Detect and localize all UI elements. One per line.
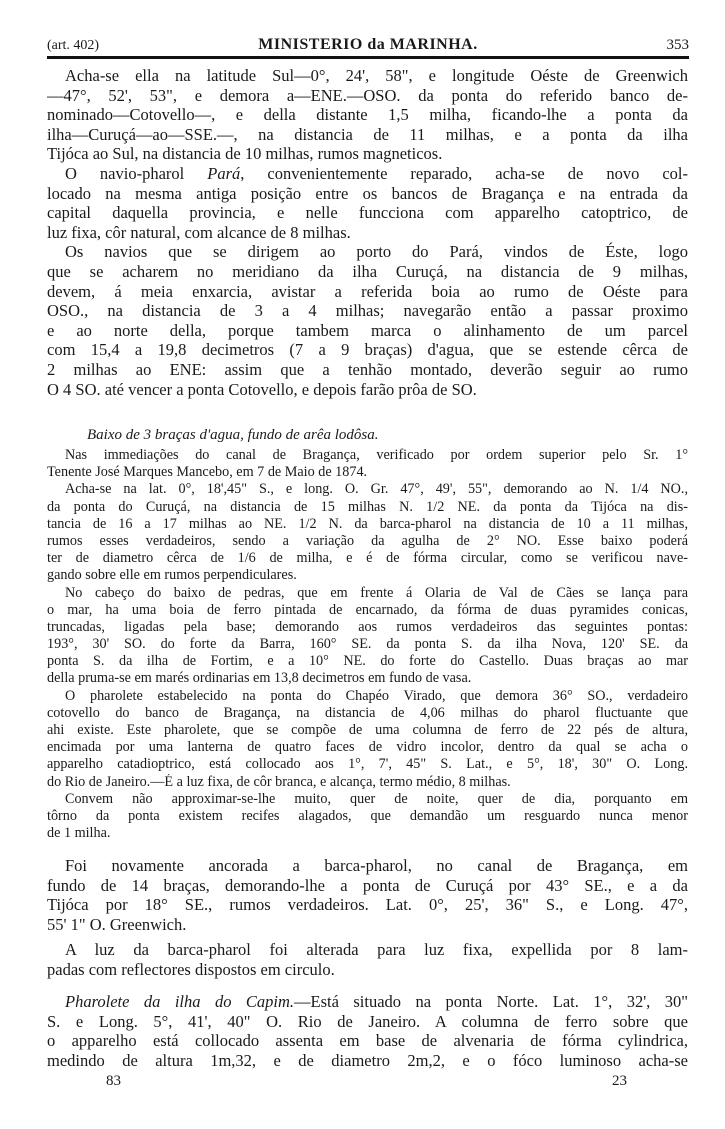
text-line: O 4 SO. até vencer a ponta Cotovello, e depois farão prôa de SO. <box>47 379 477 399</box>
text-segment: —Está situado na ponta Norte. Lat. 1°, 32', 30" <box>294 992 688 1011</box>
text-line: ilha—Curuçá—ao—SSE.—, na distancia de 11 milhas, e a ponta da ilha <box>47 124 688 144</box>
text-line: apparelho catadioptrico, está collocado aos 1°, 7', 45" S. Lat., e 5°, 18', 30" O. Long. <box>47 756 688 773</box>
paragraph <box>47 940 688 979</box>
paragraph <box>47 688 688 791</box>
text-line: encimada por uma lanterna de quatro faces de vidro incolor, dentro da qual se acha o <box>47 739 688 756</box>
text-line <box>47 992 688 1012</box>
paragraph <box>47 447 688 481</box>
text-segment: O navio-pharol <box>65 163 208 183</box>
text-line: 55' 1" O. Greenwich. <box>47 914 187 934</box>
text-line: que se acharem no meridiano da ilha Curuçá, na distancia de 9 milhas, <box>47 261 688 281</box>
text-line: O pharolete estabelecido na ponta do Chapéo Virado, que demora 36° SO., verdadeiro <box>65 687 688 704</box>
text-segment: , convenientemente reparado, acha-se de novo col- <box>240 163 688 183</box>
text-line: della pruma-se em marés ordinarias em 13,8 decimetros em fundo de vasa. <box>47 670 472 687</box>
text-line: ahi existe. Este pharolete, que se compõe de uma columna de ferro de 22 pés de altura, <box>47 722 688 738</box>
page-number: 353 <box>666 37 689 53</box>
italic-text: Pará <box>207 163 241 183</box>
text-line: No cabeço do baixo de pedras, que em frente á Olaria de Val de Cães se lança para <box>65 584 688 601</box>
page-title: MINISTERIO da MARINHA. <box>258 36 478 53</box>
section-buoy-description <box>47 66 688 399</box>
text-line: capital daquella provincia, e nelle funcciona com apparelho catoptrico, de <box>47 203 688 223</box>
paragraph <box>47 585 688 688</box>
paragraph <box>47 856 688 934</box>
text-line: Tijóca ao Sul, na distancia de 10 milhas, rumos magneticos. <box>47 144 443 164</box>
text-line: e ao norte della, porque tambem marca o alinhamento de um parcel <box>47 320 688 340</box>
text-line: com 15,4 a 19,8 decimetros (7 a 9 braças) d'agua, que se estende cêrca de <box>47 340 688 360</box>
text-line: padas com reflectores dispostos em circulo. <box>47 959 335 979</box>
text-line: S. e Long. 5°, 41', 40" O. Rio de Janeiro. A columna de ferro sobre que <box>47 1011 688 1031</box>
text-line: locado na mesma antiga posição entre os bancos de Bragança e na entrada da <box>47 183 688 203</box>
signature-mark-right: 23 <box>612 1073 627 1089</box>
article-ref: (art. 402) <box>47 38 100 53</box>
text-line: Tenente José Marques Mancebo, em 7 de Maio de 1874. <box>47 464 368 481</box>
running-header <box>47 36 689 59</box>
text-line: luz fixa, côr natural, com alcance de 8 milhas. <box>47 222 351 242</box>
text-line: Os navios que se dirigem ao porto do Pará, vindos de Éste, logo <box>65 242 688 262</box>
text-line: Convem não approximar-se-lhe muito, quer de noite, quer de dia, porquanto em <box>65 790 688 807</box>
text-line: devem, á meia enxarcia, avistar a referida boia ao rumo de Oéste para <box>47 281 688 301</box>
text-line: Tijóca por 18° SE., rumos verdadeiros. Lat. 0°, 25', 36" S., e Long. 47°, <box>47 895 688 915</box>
text-line: Nas immediações do canal de Bragança, verificado por ordem superior pelo Sr. 1° <box>65 447 688 463</box>
text-line: 193°, 30' SO. do forte da Barra, 160° SE. da ponta S. da ilha Nova, 120' SE. da <box>47 636 688 653</box>
text-line: o apparelho está collocado assenta em base de alvenaria de fórma cylindrica, <box>47 1031 688 1051</box>
section-capim-light <box>47 992 688 1070</box>
paragraph <box>47 242 688 399</box>
text-line: 2 milhas ao ENE: assim que a tenhão montado, deverão seguir ao rumo <box>47 359 688 379</box>
text-line: medindo de altura 1m,32, e de diametro 2m,2, e o fóco luminoso acha-se <box>47 1050 688 1070</box>
section-shoal-notices <box>47 425 688 842</box>
signature-mark-left: 83 <box>106 1073 121 1089</box>
text-line: —47°, 52', 53", e demora a—ENE.—OSO. da ponta do referido banco de- <box>47 85 688 105</box>
text-line: tancia de 16 a 17 milhas ao NE. 1/2 N. da barca-pharol na distancia de 10 a 11 milhas, <box>47 515 688 532</box>
italic-text: Pharolete da ilha do Capim. <box>65 992 295 1011</box>
text-line: Foi novamente ancorada a barca-pharol, no canal de Bragança, em <box>65 856 688 875</box>
text-line: gando sobre elle em rumos perpendiculares. <box>47 567 297 584</box>
paragraph <box>47 164 688 242</box>
paragraph <box>47 66 688 164</box>
text-line: Acha-se ella na latitude Sul—0°, 24', 58", e longitude Oéste de Greenwich <box>65 66 688 85</box>
section-lightship-anchored <box>47 856 688 934</box>
text-line: da ponta do Curuçá, na distancia de 15 milhas N. 1/2 NE. da ponta da Tijóca na dis- <box>47 498 688 515</box>
paragraph <box>47 481 688 584</box>
section-lightship-light <box>47 940 688 979</box>
text-line: ponta S. da ilha de Fortim, e a 10° NE. do forte do Castello. Duas braças ao mar <box>47 653 688 670</box>
text-line: o mar, ha uma boia de ferro pintada de encarnado, da fórma de duas pyramides conicas, <box>47 601 688 618</box>
text-line <box>47 164 688 184</box>
text-line: fundo de 14 braças, demorando-lhe a ponta de Curuçá por 43° SE., e a da <box>47 875 688 895</box>
section-heading: Baixo de 3 braças d'agua, fundo de arêa lodôsa. <box>87 427 379 443</box>
text-line: ter de diametro cêrca de 1/6 de milha, e é de fórma circular, como se verificou nave- <box>47 550 688 567</box>
text-line: rumos esses verdadeiros, sendo a variação da agulha de 2° NO. Esse baixo poderá <box>47 532 688 549</box>
text-line: nominado—Cotovello—, e della distante 1,5 milha, ficando-lhe a ponta da <box>47 105 688 125</box>
text-line: do Rio de Janeiro.—É a luz fixa, de côr branca, e alcança, termo médio, 8 milhas. <box>47 773 511 790</box>
text-line: cotovello do banco de Bragança, na distancia de 4,06 milhas do pharol fluctuante que <box>47 704 688 721</box>
paragraph <box>47 992 688 1070</box>
text-line: OSO., na distancia de 3 a 4 milhas; navegarão então a passar proximo <box>47 301 688 321</box>
text-line: de 1 milha. <box>47 825 111 842</box>
text-line: A luz da barca-pharol foi alterada para luz fixa, expellida por 8 lam- <box>65 940 688 959</box>
text-line: Acha-se na lat. 0°, 18',45" S., e long. O. Gr. 47°, 49', 55", demorando ao N. 1/4 NO., <box>65 481 688 498</box>
text-line: tôrno da ponta existem recifes alagados, que demandão um resguardo nunca menor <box>47 807 688 824</box>
text-line: truncadas, ligadas pela base; demorando aos rumos verdadeiros das seguintes pontas: <box>47 618 688 635</box>
paragraph <box>47 791 688 843</box>
